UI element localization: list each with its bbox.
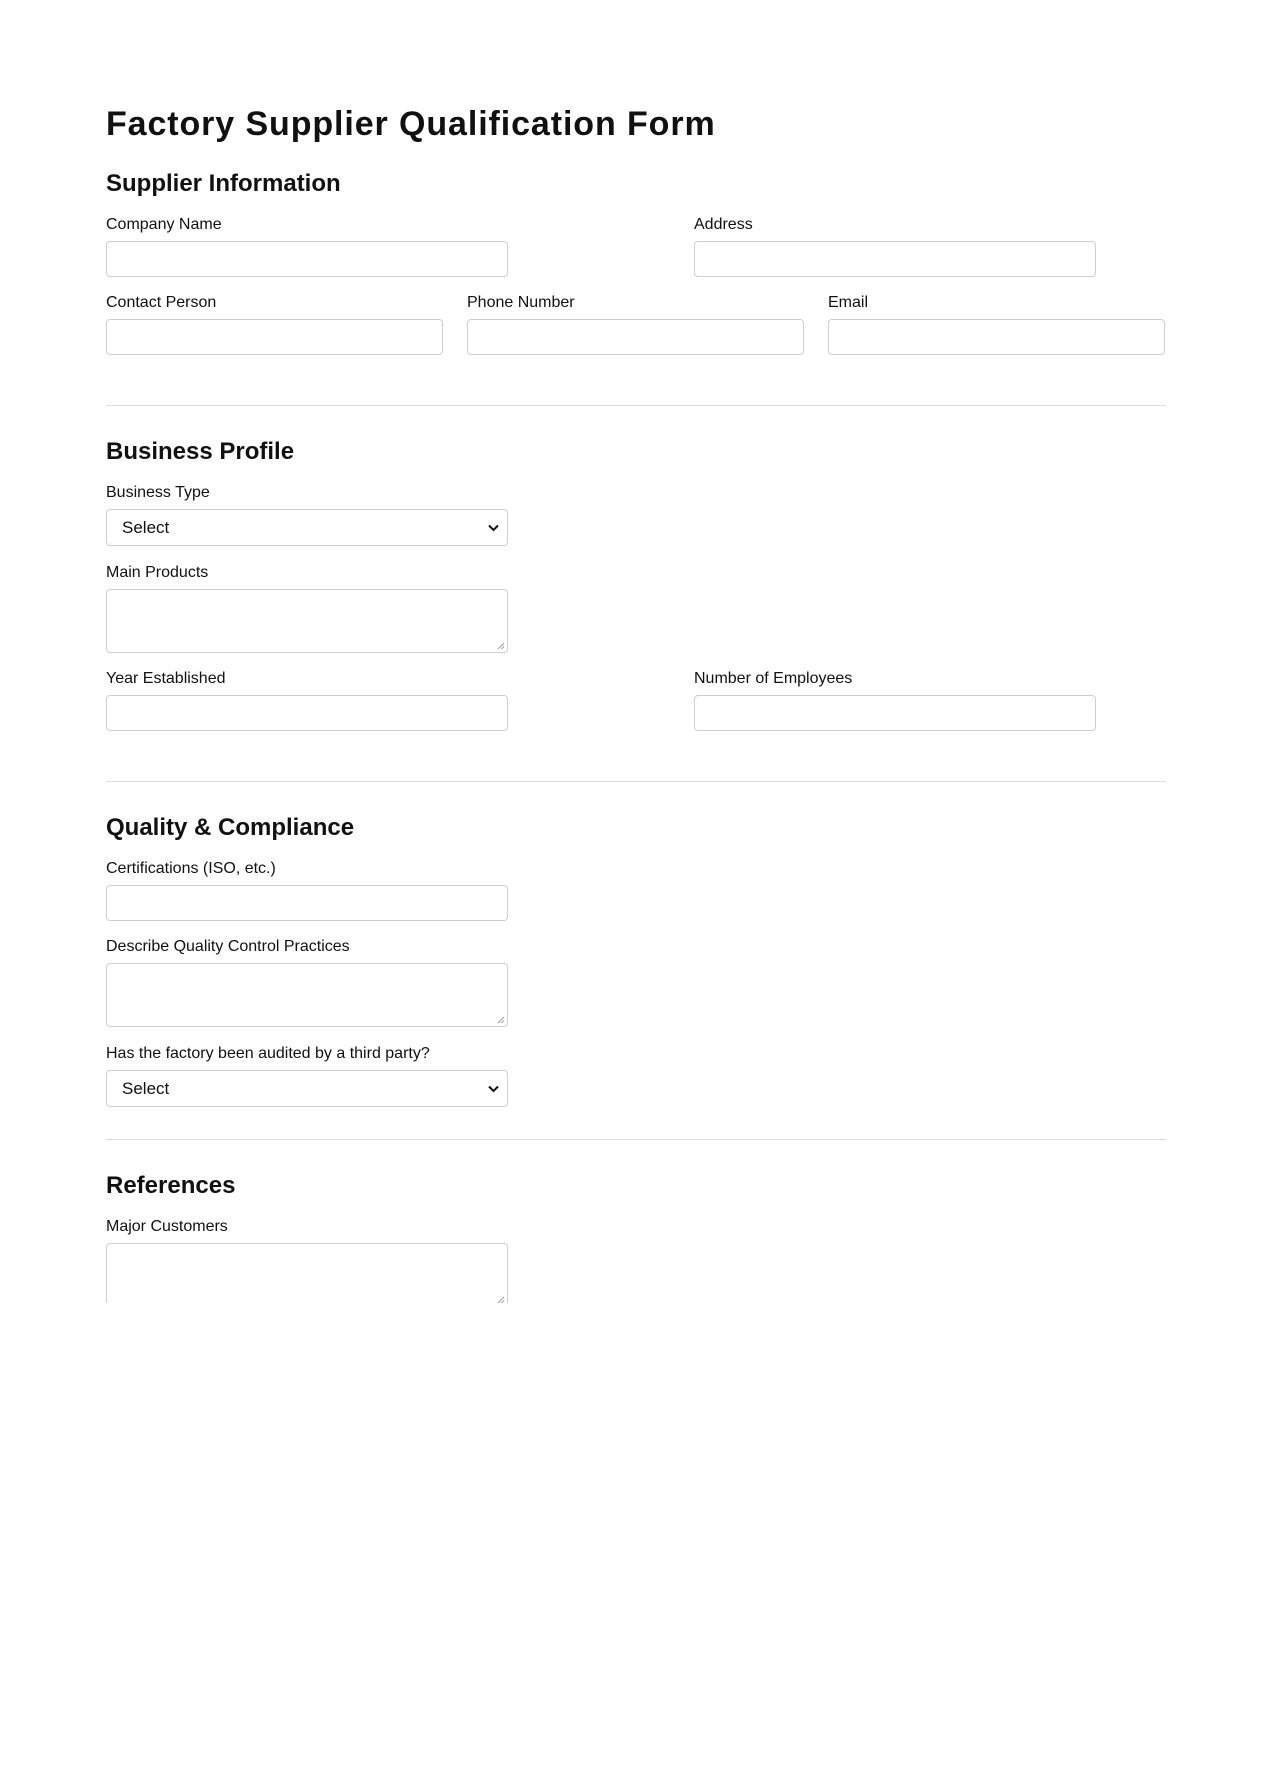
section-title-supplier: Supplier Information — [106, 170, 341, 197]
major-customers-textarea[interactable] — [106, 1243, 508, 1303]
section-quality-compliance — [106, 814, 1166, 1107]
audited-selected-value: Select — [122, 1078, 170, 1098]
form-page — [106, 104, 1166, 1303]
address-input[interactable] — [694, 241, 1096, 277]
employees-field — [694, 669, 1096, 731]
phone-number-label: Phone Number — [467, 294, 575, 311]
certifications-field — [106, 859, 508, 921]
contact-person-label: Contact Person — [106, 294, 217, 311]
section-divider — [106, 781, 1166, 782]
email-label: Email — [828, 294, 869, 311]
major-customers-label: Major Customers — [106, 1218, 228, 1235]
phone-number-field — [467, 293, 804, 355]
resize-grip-icon[interactable] — [497, 642, 505, 650]
section-business-profile — [106, 438, 1166, 731]
main-products-label: Main Products — [106, 564, 209, 581]
section-divider — [106, 405, 1166, 406]
company-name-field — [106, 215, 508, 277]
phone-number-input[interactable] — [467, 319, 804, 355]
main-products-field — [106, 563, 508, 653]
form-title: Factory Supplier Qualification Form — [106, 105, 716, 143]
email-input[interactable] — [828, 319, 1165, 355]
qc-practices-label: Describe Quality Control Practices — [106, 938, 350, 955]
business-type-select[interactable] — [106, 509, 508, 546]
year-established-input[interactable] — [106, 695, 508, 731]
contact-person-field — [106, 293, 443, 355]
audited-label: Has the factory been audited by a third party? — [106, 1045, 430, 1062]
section-divider — [106, 1139, 1166, 1140]
major-customers-field — [106, 1217, 508, 1303]
section-title-business: Business Profile — [106, 438, 295, 465]
email-field — [828, 293, 1165, 355]
employees-input[interactable] — [694, 695, 1096, 731]
address-label: Address — [694, 216, 753, 233]
chevron-down-icon — [488, 1085, 499, 1093]
chevron-down-icon — [488, 524, 499, 532]
main-products-textarea[interactable] — [106, 589, 508, 653]
resize-grip-icon[interactable] — [497, 1016, 505, 1024]
company-name-input[interactable] — [106, 241, 508, 277]
address-field — [694, 215, 1096, 277]
major-customers-clip — [106, 1243, 508, 1303]
business-type-field — [106, 483, 508, 546]
business-type-selected-value: Select — [122, 517, 170, 537]
employees-label: Number of Employees — [694, 670, 853, 687]
contact-person-input[interactable] — [106, 319, 443, 355]
year-established-field — [106, 669, 508, 731]
section-references — [106, 1172, 1166, 1303]
section-title-quality: Quality & Compliance — [106, 814, 355, 841]
certifications-input[interactable] — [106, 885, 508, 921]
section-supplier-information — [106, 170, 1166, 355]
qc-practices-textarea[interactable] — [106, 963, 508, 1027]
resize-grip-icon[interactable] — [497, 1296, 505, 1303]
audited-field — [106, 1044, 508, 1107]
section-title-references: References — [106, 1172, 236, 1199]
qc-practices-field — [106, 937, 508, 1027]
business-type-label: Business Type — [106, 484, 210, 501]
audited-select[interactable] — [106, 1070, 508, 1107]
certifications-label: Certifications (ISO, etc.) — [106, 860, 276, 877]
year-established-label: Year Established — [106, 670, 226, 687]
company-name-label: Company Name — [106, 216, 222, 233]
